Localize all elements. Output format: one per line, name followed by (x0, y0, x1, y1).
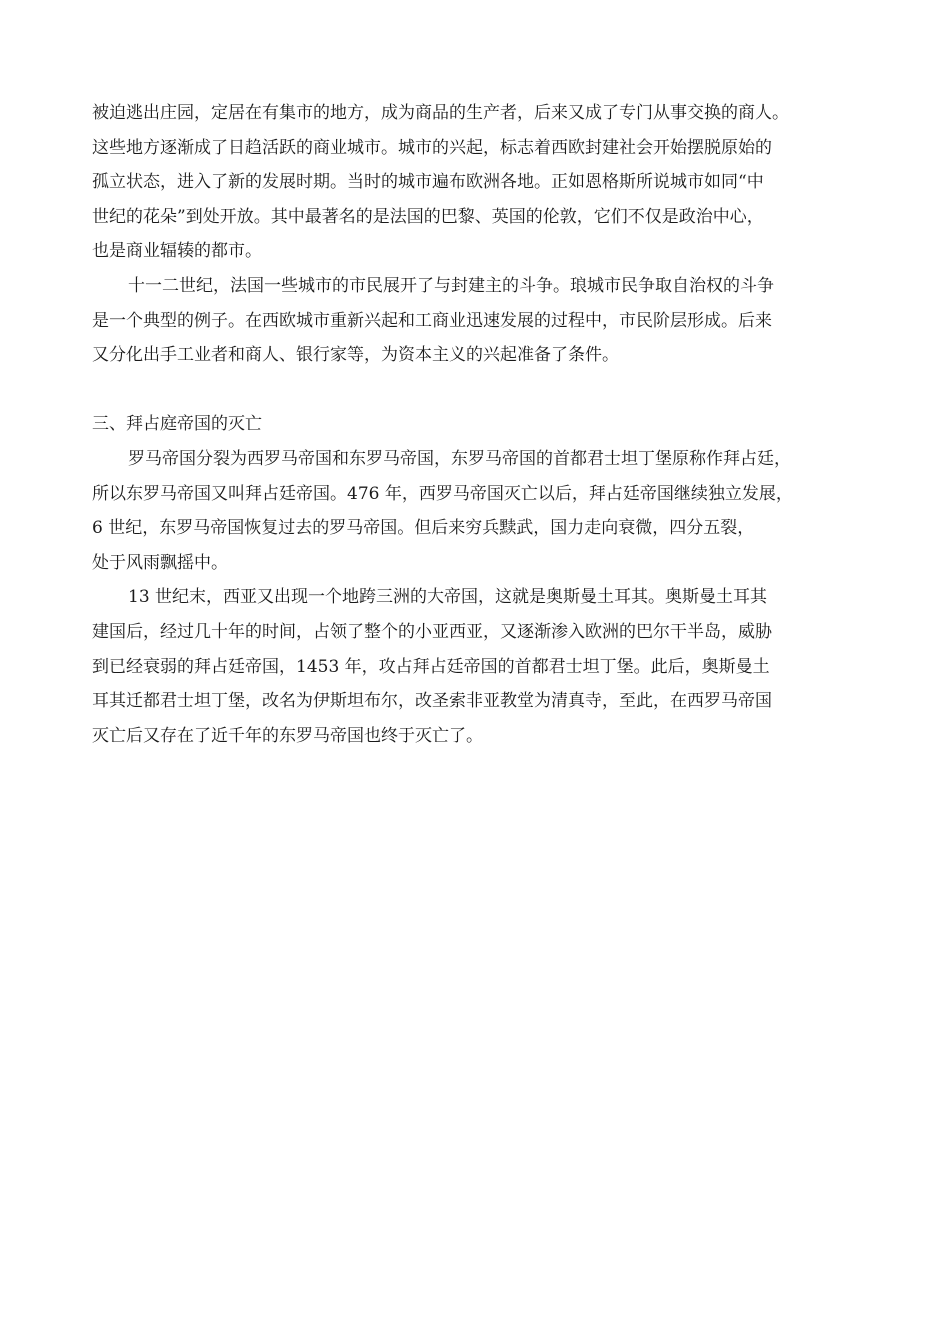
text-line: 是一个典型的例子。在西欧城市重新兴起和工商业迅速发展的过程中，市民阶层形成。后来 (92, 310, 772, 331)
text-line: 建国后，经过几十年的时间，占领了整个的小亚西亚，又逐渐渗入欧洲的巴尔干半岛，威胁 (92, 621, 772, 642)
paragraph-spacer (92, 373, 882, 408)
text-line: 这些地方逐渐成了日趋活跃的商业城市。城市的兴起，标志着西欧封建社会开始摆脱原始的 (92, 137, 772, 158)
text-line: 也是商业辐辏的都市。 (92, 241, 262, 262)
text-line: 处于风雨飘摇中。 (92, 552, 228, 573)
text-line: 6 世纪，东罗马帝国恢复过去的罗马帝国。但后来穷兵黩武，国力走向衰微，四分五裂， (92, 518, 755, 539)
paragraph-cities-rise (92, 96, 882, 269)
text-line: 又分化出手工业者和商人、银行家等，为资本主义的兴起准备了条件。 (92, 345, 619, 366)
text-line: 灭亡后又存在了近千年的东罗马帝国也终于灭亡了。 (92, 725, 483, 746)
text-line: 耳其迁都君士坦丁堡，改名为伊斯坦布尔，改圣索非亚教堂为清真寺，至此，在西罗马帝国 (92, 691, 772, 712)
paragraph-ottoman (92, 580, 882, 753)
paragraph-burghers (92, 269, 882, 373)
text-line: 被迫逃出庄园，定居在有集市的地方，成为商品的生产者，后来又成了专门从事交换的商人。 (92, 103, 789, 123)
text-line: 十一二世纪，法国一些城市的市民展开了与封建主的斗争。琅城市民争取自治权的斗争 (128, 275, 774, 296)
text-line: 孤立状态，进入了新的发展时期。当时的城市遍布欧洲各地。正如恩格斯所说城市如同“中 (92, 172, 764, 193)
text-line: 所以东罗马帝国又叫拜占廷帝国。476 年，西罗马帝国灭亡以后，拜占廷帝国继续独立发展， (92, 483, 793, 504)
document-body (92, 96, 882, 753)
text-line: 罗马帝国分裂为西罗马帝国和东罗马帝国，东罗马帝国的首都君士坦丁堡原称作拜占廷， (128, 448, 791, 469)
section-heading: 三、拜占庭帝国的灭亡 (92, 414, 262, 435)
text-line: 到已经衰弱的拜占廷帝国，1453 年，攻占拜占廷帝国的首都君士坦丁堡。此后，奥斯曼土 (92, 656, 770, 677)
text-line: 13 世纪末，西亚又出现一个地跨三洲的大帝国，这就是奥斯曼土耳其。奥斯曼土耳其 (128, 587, 768, 608)
paragraph-byzantine (92, 442, 882, 580)
text-line: 世纪的花朵”到处开放。其中最著名的是法国的巴黎、英国的伦敦，它们不仅是政治中心， (92, 206, 764, 227)
